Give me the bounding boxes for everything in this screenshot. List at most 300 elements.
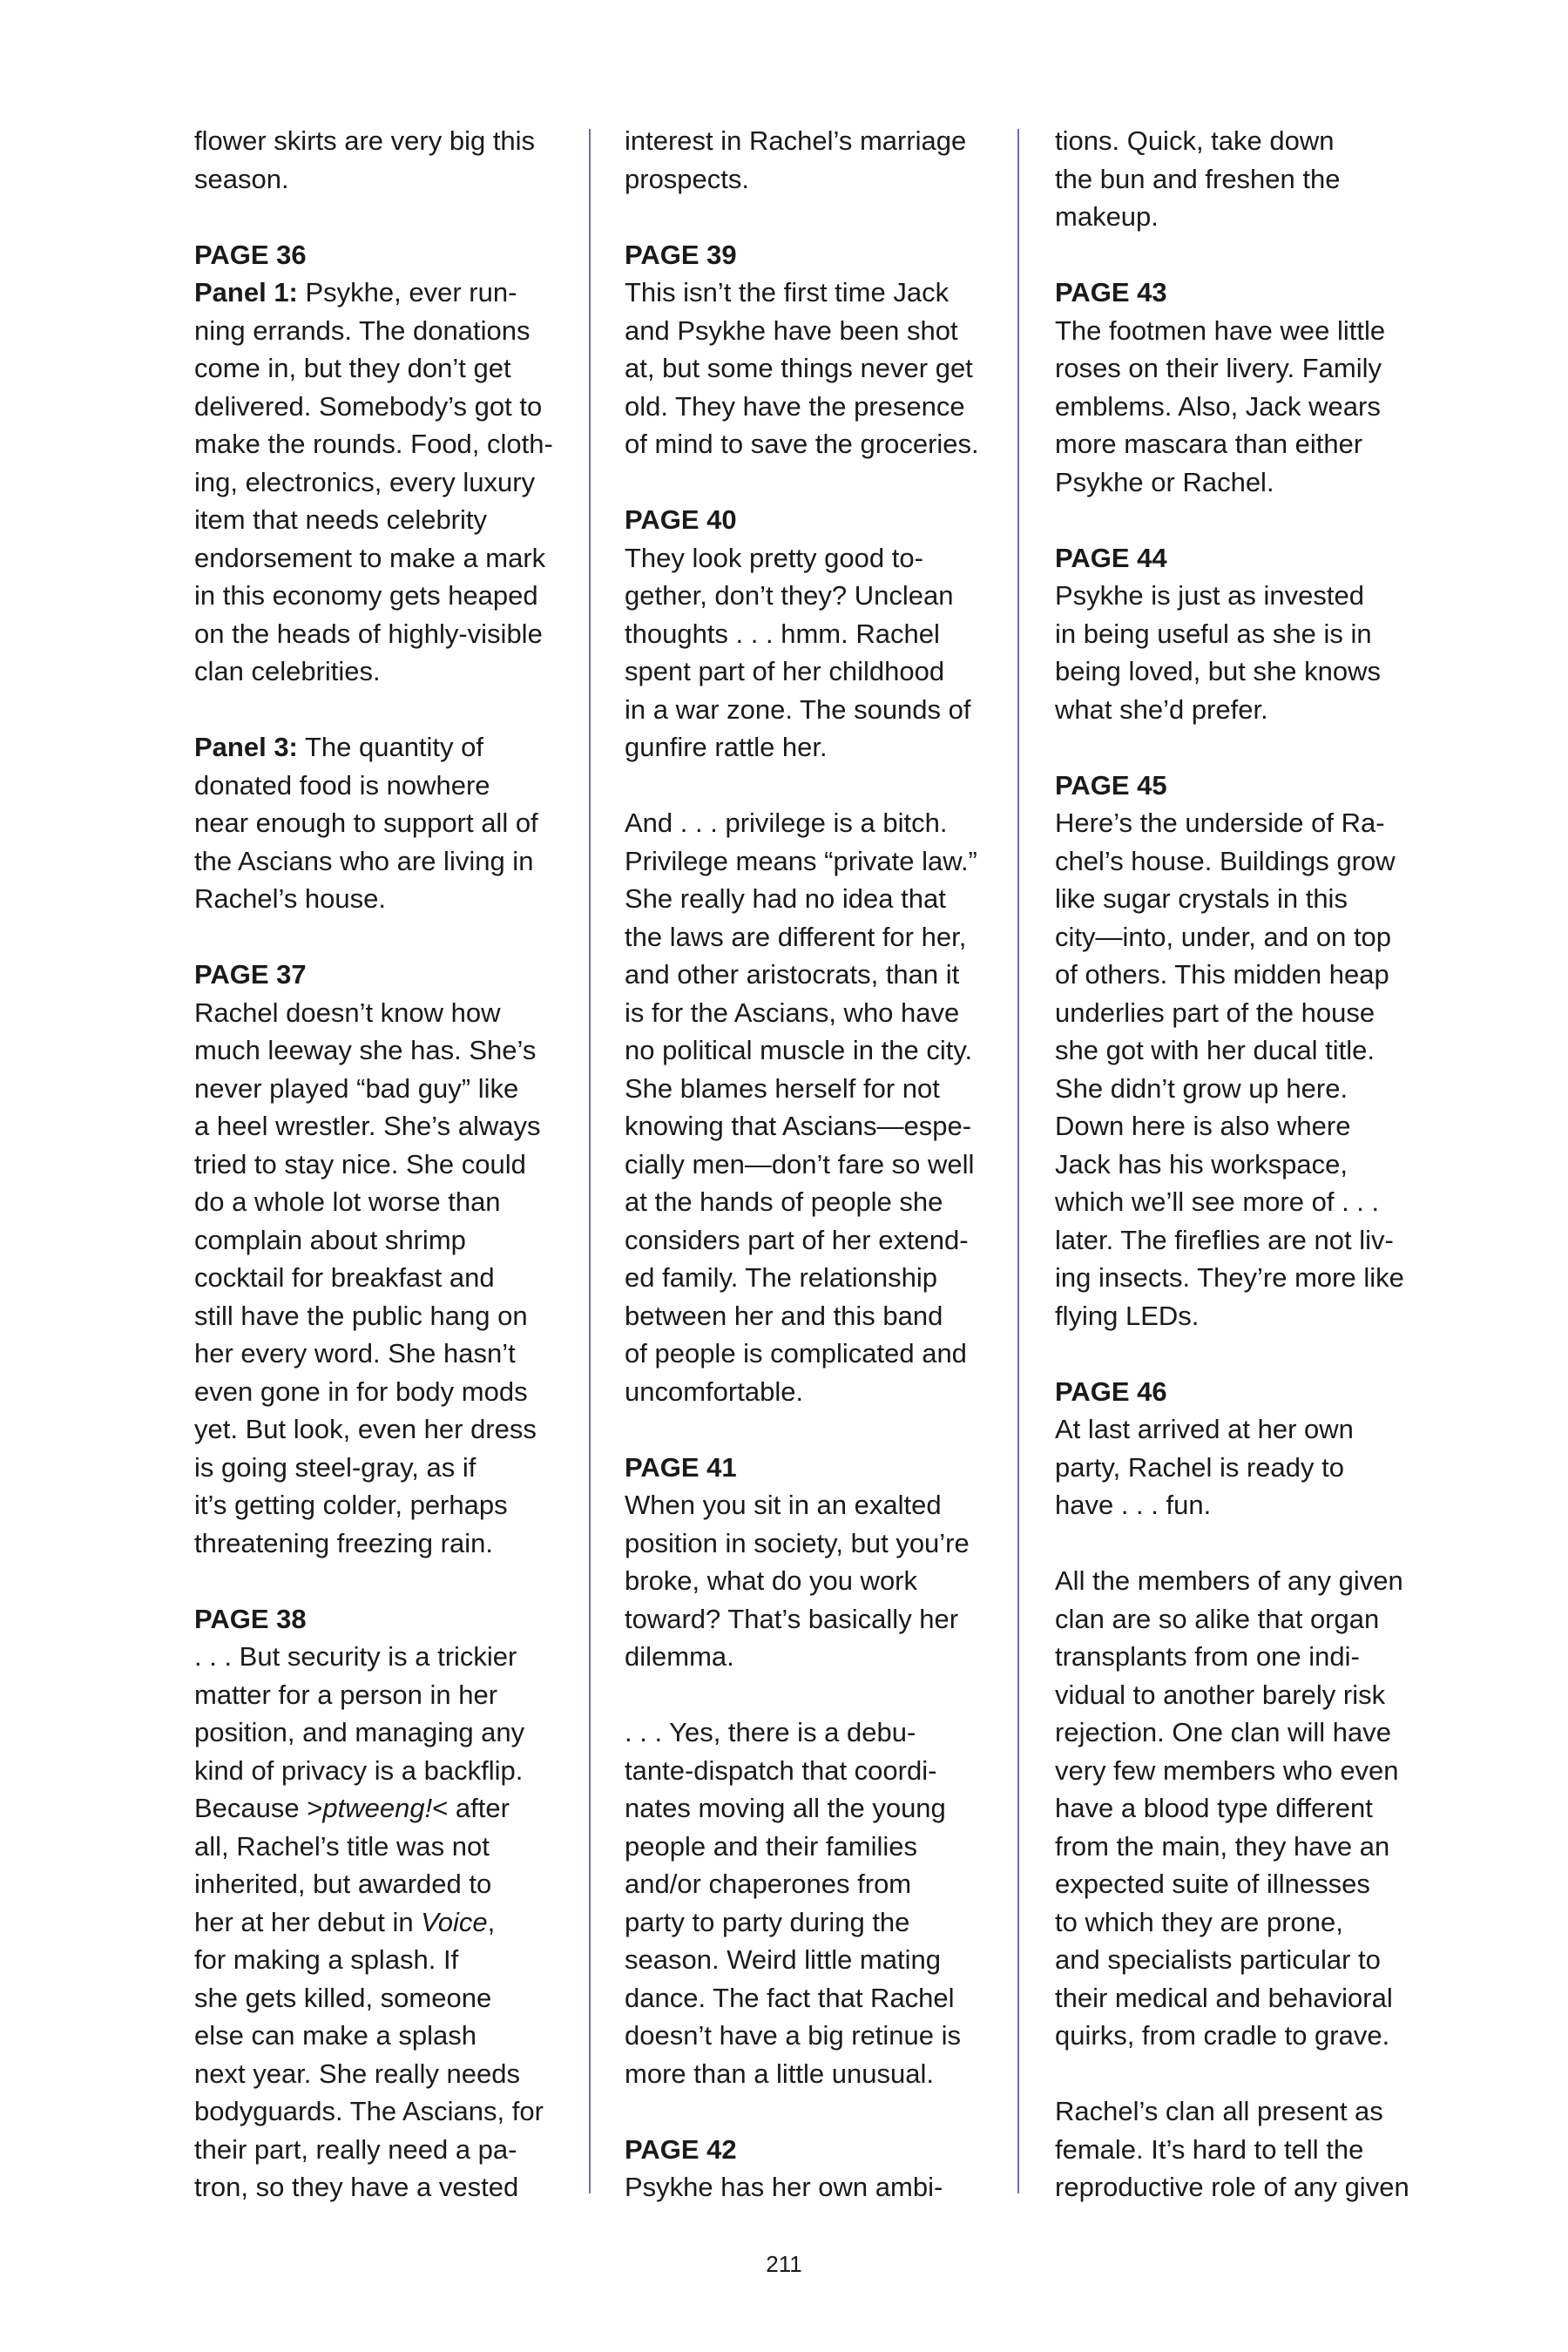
text-span: tron, so they have a vested	[194, 2172, 519, 2202]
text-span: Psykhe is just as invested	[1055, 580, 1364, 611]
text-line	[194, 767, 571, 805]
text-line	[625, 1865, 1001, 1903]
text-span: never played “bad guy” like	[194, 1072, 519, 1104]
text-span: to which they are prone,	[1055, 1906, 1343, 1937]
text-line	[625, 918, 1001, 956]
text-line	[1055, 1865, 1431, 1903]
text-span: bodyguards. The Ascians, for	[194, 2096, 544, 2126]
text-span: much leeway she has. She’s	[194, 1035, 537, 1065]
text-line	[194, 1941, 571, 1979]
text-line	[194, 2055, 571, 2093]
text-span: Here’s the underside of Ra-	[1055, 808, 1385, 838]
text-line	[1055, 1941, 1431, 1979]
text-span: of others. This midden heap	[1055, 959, 1389, 990]
text-span: She didn’t grow up here.	[1055, 1072, 1348, 1104]
text-line	[194, 388, 571, 426]
text-line	[625, 274, 1001, 312]
text-line	[194, 312, 571, 350]
text-span: and/or chaperones from	[625, 1869, 912, 1899]
text-span: Down here is also where	[1055, 1111, 1351, 1141]
text-line	[1055, 1449, 1431, 1487]
text-span: flying LEDs.	[1055, 1300, 1200, 1331]
bold-label: PAGE 43	[1055, 277, 1167, 308]
page-heading	[625, 2131, 1001, 2169]
text-span: clan celebrities.	[194, 656, 381, 686]
text-span: Privilege means “private law.”	[625, 845, 977, 876]
text-line	[1055, 425, 1431, 463]
text-line	[625, 1183, 1001, 1221]
text-line	[194, 1221, 571, 1260]
text-span: come in, but they don’t get	[194, 353, 511, 383]
text-span: on the heads of highly-visible	[194, 618, 543, 649]
text-span: thoughts . . . hmm. Rachel	[625, 618, 940, 649]
text-line	[1055, 880, 1431, 918]
text-line	[1055, 1752, 1431, 1790]
text-span: in this economy gets heaped	[194, 580, 538, 611]
text-span: kind of privacy is a backflip.	[194, 1754, 524, 1786]
paragraph-gap	[625, 1410, 1001, 1449]
text-span: complain about shrimp	[194, 1224, 466, 1255]
text-line	[625, 956, 1001, 994]
text-span: what she’d prefer.	[1055, 693, 1268, 725]
text-span: roses on their livery. Family	[1055, 353, 1382, 383]
text-line	[1055, 956, 1431, 994]
text-span: which we’ll see more of . . .	[1055, 1186, 1380, 1217]
text-line	[625, 1752, 1001, 1790]
text-span: chel’s house. Buildings grow	[1055, 845, 1396, 876]
text-line	[1055, 1562, 1431, 1600]
text-span: She blames herself for not	[625, 1072, 940, 1104]
text-line	[1055, 1828, 1431, 1866]
bold-label: PAGE 41	[625, 1451, 737, 1483]
text-span: doesn’t have a big retinue is	[625, 2020, 962, 2051]
text-span: inherited, but awarded to	[194, 1869, 492, 1899]
text-span: donated food is nowhere	[194, 769, 490, 801]
text-line	[1055, 122, 1431, 160]
text-line	[1055, 1107, 1431, 1146]
text-line	[625, 1789, 1001, 1828]
text-span: the bun and freshen the	[1055, 163, 1341, 194]
text-line	[194, 463, 571, 502]
paragraph-gap	[1055, 501, 1431, 539]
text-line	[625, 1828, 1001, 1866]
text-line	[625, 1941, 1001, 1979]
text-column-3	[1055, 122, 1431, 2207]
text-line	[194, 804, 571, 842]
text-span: gether, don’t they? Unclean	[625, 580, 954, 611]
text-line	[625, 1903, 1001, 1942]
text-line	[194, 349, 571, 388]
text-line	[625, 1562, 1001, 1600]
text-line	[1055, 1221, 1431, 1260]
page-heading	[1055, 274, 1431, 312]
text-line	[625, 1713, 1001, 1752]
text-line	[194, 1524, 571, 1563]
paragraph-gap	[194, 1562, 571, 1600]
text-line	[194, 577, 571, 615]
text-line	[1055, 1979, 1431, 2017]
text-span: their part, really need a pa-	[194, 2133, 517, 2165]
text-span: more mascara than either	[1055, 429, 1363, 459]
text-span: tions. Quick, take down	[1055, 125, 1335, 156]
paragraph-gap	[194, 691, 571, 729]
text-line	[625, 1486, 1001, 1524]
text-line	[194, 1752, 571, 1790]
text-line	[194, 1410, 571, 1449]
italic-text: Voice	[421, 1906, 488, 1937]
text-line	[194, 2017, 571, 2055]
bold-label: PAGE 44	[1055, 542, 1167, 573]
text-span: ,	[487, 1906, 496, 1937]
bold-label: PAGE 45	[1055, 769, 1167, 801]
text-span: like sugar crystals in this	[1055, 883, 1348, 914]
text-span: and other aristocrats, than it	[625, 959, 960, 990]
text-span: have a blood type different	[1055, 1793, 1373, 1823]
text-line	[1055, 577, 1431, 615]
text-line	[194, 2092, 571, 2131]
text-span: This isn’t the first time Jack	[625, 277, 950, 308]
text-span: the Ascians who are living in	[194, 845, 534, 876]
text-line	[1055, 1070, 1431, 1108]
text-line	[625, 1146, 1001, 1184]
text-span: All the members of any given	[1055, 1565, 1403, 1596]
text-span: else can make a splash	[194, 2020, 476, 2051]
text-line	[194, 880, 571, 918]
text-span: party to party during the	[625, 1906, 910, 1937]
text-span: all, Rachel’s title was not	[194, 1830, 490, 1862]
text-span: have . . . fun.	[1055, 1490, 1212, 1520]
text-span: at, but some things never get	[625, 353, 973, 383]
text-line	[194, 1979, 571, 2017]
text-span: being loved, but she knows	[1055, 656, 1381, 686]
bold-label: PAGE 39	[625, 239, 737, 270]
paragraph-gap	[625, 198, 1001, 236]
text-line	[1055, 312, 1431, 350]
text-line	[1055, 1146, 1431, 1184]
text-span: Psykhe or Rachel.	[1055, 466, 1274, 497]
text-span: threatening freezing rain.	[194, 1527, 493, 1558]
text-line	[625, 728, 1001, 767]
bold-label: PAGE 46	[1055, 1375, 1167, 1407]
text-line	[1055, 2092, 1431, 2131]
text-span: is going steel-gray, as if	[194, 1451, 476, 1483]
text-span: position, and managing any	[194, 1717, 525, 1747]
text-span: Rachel doesn’t know how	[194, 997, 501, 1028]
text-span: dance. The fact that Rachel	[625, 1982, 955, 2013]
paragraph-gap	[194, 918, 571, 956]
text-line	[1055, 388, 1431, 426]
text-line	[1055, 1789, 1431, 1828]
text-span: position in society, but you’re	[625, 1527, 970, 1558]
text-span: and specialists particular to	[1055, 1944, 1381, 1975]
paragraph-gap	[1055, 1524, 1431, 1563]
text-span: When you sit in an exalted	[625, 1490, 942, 1520]
text-span: between her and this band	[625, 1300, 943, 1331]
text-span: . . . Yes, there is a debu-	[625, 1717, 916, 1747]
text-line	[1055, 615, 1431, 653]
page-heading	[625, 236, 1001, 274]
text-span: cocktail for breakfast and	[194, 1262, 495, 1293]
text-span: more than a little unusual.	[625, 2058, 934, 2089]
paragraph-gap	[625, 463, 1001, 502]
text-line	[625, 1221, 1001, 1260]
bold-label: Panel 1:	[194, 277, 298, 308]
text-span: broke, what do you work	[625, 1565, 918, 1596]
text-line	[625, 652, 1001, 691]
bold-label: PAGE 38	[194, 1603, 307, 1634]
text-line	[1055, 1600, 1431, 1639]
text-line	[625, 2055, 1001, 2093]
text-span: endorsement to make a mark	[194, 542, 546, 573]
text-line	[1055, 1486, 1431, 1524]
text-span: of people is complicated and	[625, 1338, 967, 1369]
text-span: reproductive role of any given	[1055, 2172, 1409, 2202]
text-span: yet. But look, even her dress	[194, 1414, 537, 1444]
text-span: it’s getting colder, perhaps	[194, 1490, 508, 1520]
text-span: quirks, from cradle to grave.	[1055, 2020, 1390, 2051]
text-line	[1055, 463, 1431, 502]
text-line	[1055, 1676, 1431, 1714]
text-line	[1055, 2168, 1431, 2207]
text-line	[194, 2168, 571, 2207]
text-span: makeup.	[1055, 201, 1159, 232]
text-span: underlies part of the house	[1055, 997, 1375, 1028]
text-span: interest in Rachel’s marriage	[625, 125, 967, 156]
text-span: ing insects. They’re more like	[1055, 1262, 1404, 1293]
text-span: even gone in for body mods	[194, 1375, 528, 1407]
text-span: a heel wrestler. She’s always	[194, 1111, 541, 1141]
text-span: Jack has his workspace,	[1055, 1148, 1348, 1179]
text-line	[1055, 1297, 1431, 1335]
text-line	[1055, 691, 1431, 729]
text-span: < after	[432, 1793, 510, 1823]
text-line	[625, 1335, 1001, 1373]
text-span: expected suite of illnesses	[1055, 1869, 1370, 1899]
text-line	[1055, 1183, 1431, 1221]
text-line	[1055, 842, 1431, 881]
page-heading	[194, 1600, 571, 1639]
text-span: tante-dispatch that coordi-	[625, 1754, 937, 1786]
text-line	[625, 425, 1001, 463]
text-span: emblems. Also, Jack wears	[1055, 390, 1381, 422]
text-span: their medical and behavioral	[1055, 1982, 1393, 2013]
text-line	[194, 1146, 571, 1184]
text-line	[1055, 994, 1431, 1032]
bold-label: PAGE 37	[194, 959, 307, 990]
text-line	[625, 880, 1001, 918]
text-line	[1055, 198, 1431, 236]
text-column-2	[625, 122, 1001, 2207]
text-line	[1055, 918, 1431, 956]
text-span: near enough to support all of	[194, 808, 538, 838]
text-span: rejection. One clan will have	[1055, 1717, 1391, 1747]
text-line	[194, 1828, 571, 1866]
text-span: people and their families	[625, 1830, 918, 1862]
text-line	[1055, 160, 1431, 199]
text-line	[194, 842, 571, 881]
text-line	[625, 1070, 1001, 1108]
text-line	[194, 1676, 571, 1714]
text-line	[194, 160, 571, 199]
text-span: her every word. She hasn’t	[194, 1338, 516, 1369]
page-heading	[625, 501, 1001, 539]
text-line	[194, 1449, 571, 1487]
text-span: She really had no idea that	[625, 883, 946, 914]
text-line	[625, 994, 1001, 1032]
bold-label: PAGE 42	[625, 2133, 737, 2165]
text-span: party, Rachel is ready to	[1055, 1451, 1344, 1483]
text-span: Because >	[194, 1793, 323, 1823]
text-line	[194, 274, 571, 312]
text-span: next year. She really needs	[194, 2058, 520, 2089]
italic-text: ptweeng!	[322, 1793, 433, 1823]
text-span: At last arrived at her own	[1055, 1414, 1354, 1444]
text-line	[194, 1070, 571, 1108]
text-line	[194, 501, 571, 539]
text-line	[1055, 1259, 1431, 1297]
text-line	[194, 1903, 571, 1942]
text-span: Rachel’s clan all present as	[1055, 2096, 1383, 2126]
text-span: toward? That’s basically her	[625, 1603, 959, 1634]
page-heading	[194, 236, 571, 274]
text-line	[625, 1259, 1001, 1297]
text-line	[1055, 2131, 1431, 2169]
text-line	[194, 1865, 571, 1903]
text-span: And . . . privilege is a bitch.	[625, 808, 948, 838]
text-span: ing, electronics, every luxury	[194, 466, 536, 497]
text-line	[625, 122, 1001, 160]
text-line	[625, 615, 1001, 653]
text-line	[625, 2168, 1001, 2207]
text-span: clan are so alike that organ	[1055, 1603, 1380, 1634]
text-span: delivered. Somebody’s got to	[194, 390, 543, 422]
text-span: from the main, they have an	[1055, 1830, 1390, 1862]
text-span: city—into, under, and on top	[1055, 921, 1392, 952]
text-line	[194, 1183, 571, 1221]
text-span: vidual to another barely risk	[1055, 1679, 1386, 1710]
text-line	[625, 539, 1001, 578]
text-span: uncomfortable.	[625, 1375, 804, 1407]
text-line	[625, 1373, 1001, 1411]
text-line	[194, 1335, 571, 1373]
text-line	[194, 728, 571, 767]
bold-label: PAGE 40	[625, 504, 737, 535]
page-number: 211	[766, 2251, 802, 2277]
text-line	[625, 842, 1001, 881]
text-span: ed family. The relationship	[625, 1262, 937, 1293]
text-line	[625, 691, 1001, 729]
text-line	[625, 577, 1001, 615]
text-span: season.	[194, 163, 289, 194]
paragraph-gap	[1055, 728, 1431, 767]
text-span: she got with her ducal title.	[1055, 1035, 1375, 1065]
text-line	[194, 652, 571, 691]
text-span: do a whole lot worse than	[194, 1186, 501, 1217]
column-divider-1	[589, 129, 591, 2193]
text-span: for making a splash. If	[194, 1944, 459, 1975]
paragraph-gap	[625, 2092, 1001, 2131]
text-span: at the hands of people she	[625, 1186, 943, 1217]
text-line	[625, 312, 1001, 350]
text-span: The quantity of	[297, 732, 484, 762]
text-span: transplants from one indi-	[1055, 1641, 1360, 1672]
text-span: in being useful as she is in	[1055, 618, 1372, 649]
text-span: . . . But security is a trickier	[194, 1641, 517, 1672]
text-line	[194, 1297, 571, 1335]
text-span: Rachel’s house.	[194, 883, 387, 914]
text-column-1	[194, 122, 571, 2207]
text-line	[625, 804, 1001, 842]
paragraph-gap	[625, 767, 1001, 805]
paragraph-gap	[1055, 236, 1431, 274]
text-span: and Psykhe have been shot	[625, 314, 958, 346]
text-span: matter for a person in her	[194, 1679, 498, 1710]
text-line	[1055, 652, 1431, 691]
text-span: ning errands. The donations	[194, 314, 531, 346]
text-line	[194, 1259, 571, 1297]
bold-label: PAGE 36	[194, 239, 307, 270]
paragraph-gap	[194, 198, 571, 236]
text-span: The footmen have wee little	[1055, 314, 1386, 346]
text-span: old. They have the presence	[625, 390, 965, 422]
text-line	[194, 1107, 571, 1146]
text-line	[1055, 804, 1431, 842]
text-line	[625, 349, 1001, 388]
text-span: tried to stay nice. She could	[194, 1148, 526, 1179]
text-line	[1055, 1638, 1431, 1676]
text-span: later. The fireflies are not liv-	[1055, 1224, 1394, 1255]
text-span: season. Weird little mating	[625, 1944, 941, 1975]
text-line	[194, 1373, 571, 1411]
text-span: she gets killed, someone	[194, 1982, 492, 2013]
text-line	[625, 160, 1001, 199]
text-line	[625, 1107, 1001, 1146]
text-span: Psykhe has her own ambi-	[625, 2172, 943, 2202]
text-span: Psykhe, ever run-	[297, 277, 517, 308]
text-line	[194, 539, 571, 578]
text-span: the laws are different for her,	[625, 921, 967, 952]
text-span: dilemma.	[625, 1641, 734, 1672]
text-line	[194, 425, 571, 463]
page-heading	[1055, 539, 1431, 578]
text-line	[1055, 1713, 1431, 1752]
column-divider-2	[1017, 129, 1019, 2193]
text-line	[1055, 349, 1431, 388]
text-line	[1055, 2017, 1431, 2055]
page-heading	[1055, 767, 1431, 805]
text-span: very few members who even	[1055, 1754, 1399, 1786]
text-span: cially men—don’t fare so well	[625, 1148, 975, 1179]
text-line	[625, 388, 1001, 426]
text-line	[194, 994, 571, 1032]
text-span: is for the Ascians, who have	[625, 997, 960, 1028]
paragraph-gap	[625, 1676, 1001, 1714]
page-heading	[625, 1449, 1001, 1487]
text-line	[625, 1979, 1001, 2017]
text-span: in a war zone. The sounds of	[625, 693, 971, 725]
paragraph-gap	[1055, 2055, 1431, 2093]
text-line	[194, 1638, 571, 1676]
bold-label: Panel 3:	[194, 732, 298, 762]
text-span: considers part of her extend-	[625, 1224, 969, 1255]
text-span: item that needs celebrity	[194, 504, 488, 535]
text-line	[194, 122, 571, 160]
text-line	[1055, 1410, 1431, 1449]
text-line	[194, 1486, 571, 1524]
text-line	[194, 615, 571, 653]
text-span: flower skirts are very big this	[194, 125, 536, 156]
text-span: her at her debut in	[194, 1906, 422, 1937]
